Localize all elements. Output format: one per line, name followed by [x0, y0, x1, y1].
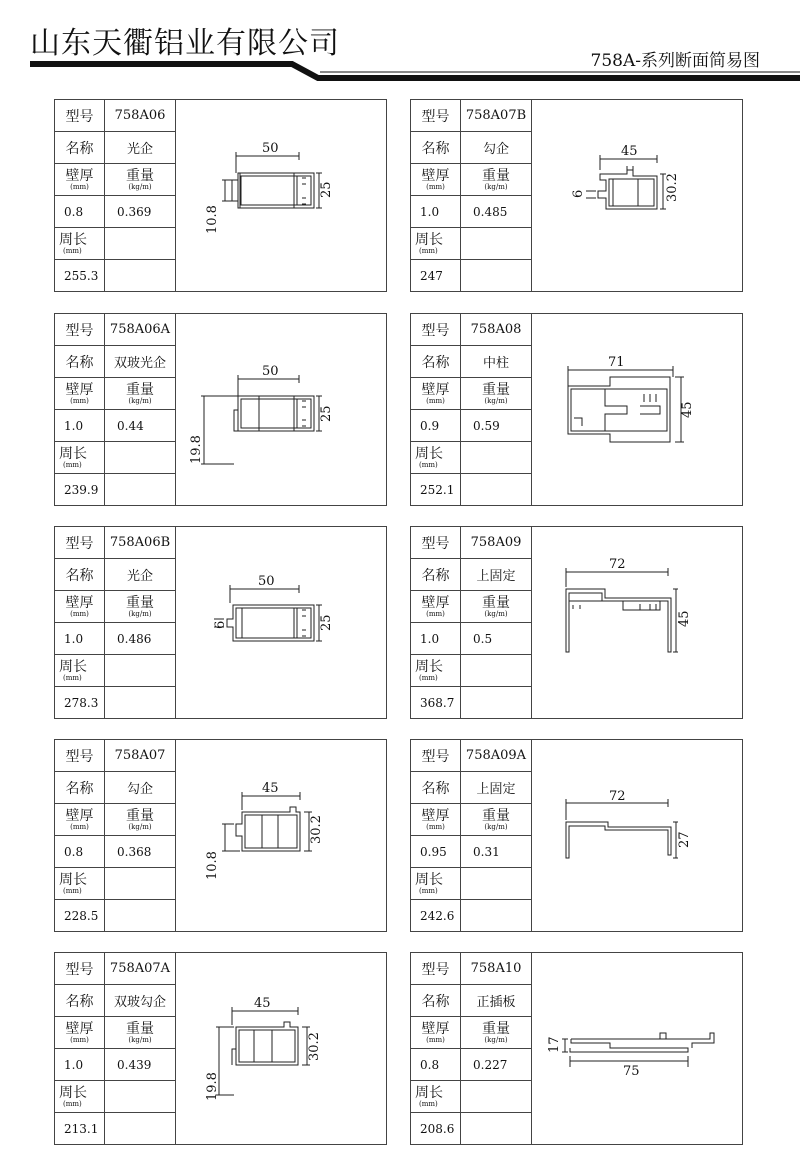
weight-label: 重量: [126, 381, 154, 398]
perimeter-value: 368.7: [411, 687, 461, 719]
weight-value: 0.485: [461, 196, 532, 228]
profile-card: [54, 739, 387, 932]
wall-label: 壁厚: [421, 1020, 450, 1037]
name-value: 双玻勾企: [105, 985, 176, 1017]
wall-unit: (mm): [426, 182, 445, 191]
name-value: 正插板: [461, 985, 532, 1017]
dimension-label: 10.8: [205, 205, 220, 234]
name-value: 勾企: [461, 132, 532, 164]
weight-label: 重量: [126, 167, 154, 184]
name-label: 名称: [55, 772, 105, 804]
dimension-label: 25: [319, 181, 334, 198]
weight-unit: (kg/m): [484, 609, 508, 618]
weight-value: 0.227: [461, 1049, 532, 1081]
dimension-label: 45: [262, 781, 279, 796]
name-value: 上固定: [461, 559, 532, 591]
weight-unit: (kg/m): [128, 182, 152, 191]
profile-card: [54, 99, 387, 292]
wall-value: 1.0: [411, 196, 461, 228]
dimension-label: 45: [254, 996, 271, 1011]
wall-label: 壁厚: [421, 594, 450, 611]
model-label: 型号: [55, 100, 105, 132]
wall-unit: (mm): [70, 396, 89, 405]
model-value: 758A07B: [461, 100, 532, 132]
name-label: 名称: [411, 772, 461, 804]
name-value: 上固定: [461, 772, 532, 804]
profile-card: [54, 952, 387, 1145]
profile-card: [410, 526, 743, 719]
model-value: 758A06B: [105, 527, 176, 559]
dimension-label: 19.8: [189, 435, 204, 464]
dimension-label: 30.2: [665, 173, 680, 202]
perimeter-unit: (mm): [419, 246, 438, 255]
weight-unit: (kg/m): [128, 396, 152, 405]
wall-value: 1.0: [411, 623, 461, 655]
perimeter-label: 周长: [59, 871, 87, 888]
section-drawing: [510, 740, 743, 931]
weight-unit: (kg/m): [128, 1035, 152, 1044]
model-label: 型号: [411, 100, 461, 132]
perimeter-label: 周长: [59, 231, 87, 248]
weight-label: 重量: [126, 807, 154, 824]
wall-label: 壁厚: [65, 167, 94, 184]
perimeter-label: 周长: [59, 658, 87, 675]
wall-value: 0.8: [55, 196, 105, 228]
profile-card: [410, 739, 743, 932]
perimeter-value: 208.6: [411, 1113, 461, 1145]
section-drawing: [510, 953, 743, 1144]
wall-label: 壁厚: [421, 807, 450, 824]
weight-label: 重量: [126, 594, 154, 611]
name-label: 名称: [411, 346, 461, 378]
dimension-label: 10.8: [205, 851, 220, 880]
wall-value: 1.0: [55, 1049, 105, 1081]
dimension-label: 45: [621, 144, 638, 159]
weight-unit: (kg/m): [484, 1035, 508, 1044]
perimeter-value: 252.1: [411, 474, 461, 506]
weight-value: 0.369: [105, 196, 176, 228]
section-drawing: [510, 314, 743, 505]
section-drawing: [154, 314, 387, 505]
model-value: 758A07A: [105, 953, 176, 985]
dimension-label: 17: [547, 1036, 562, 1053]
model-label: 型号: [411, 953, 461, 985]
model-label: 型号: [55, 953, 105, 985]
profile-card: [410, 99, 743, 292]
wall-unit: (mm): [426, 1035, 445, 1044]
name-label: 名称: [55, 985, 105, 1017]
perimeter-unit: (mm): [419, 1099, 438, 1108]
perimeter-label: 周长: [59, 445, 87, 462]
section-drawing: [154, 740, 387, 931]
dimension-label: 75: [623, 1064, 640, 1079]
model-value: 758A07: [105, 740, 176, 772]
model-label: 型号: [55, 740, 105, 772]
wall-value: 0.9: [411, 410, 461, 442]
model-value: 758A09: [461, 527, 532, 559]
weight-value: 0.368: [105, 836, 176, 868]
perimeter-value: 255.3: [55, 260, 105, 292]
wall-label: 壁厚: [421, 167, 450, 184]
model-value: 758A06A: [105, 314, 176, 346]
model-value: 758A09A: [461, 740, 532, 772]
wall-label: 壁厚: [65, 381, 94, 398]
wall-value: 0.8: [411, 1049, 461, 1081]
name-value: 光企: [105, 559, 176, 591]
perimeter-unit: (mm): [63, 1099, 82, 1108]
name-label: 名称: [55, 346, 105, 378]
section-drawing: [510, 527, 743, 718]
dimension-label: 25: [319, 614, 334, 631]
dimension-label: 30.2: [309, 815, 324, 844]
profile-card: [54, 526, 387, 719]
profile-card: [410, 952, 743, 1145]
company-title: 山东天衢铝业有限公司: [30, 26, 340, 61]
section-drawing: [154, 100, 387, 291]
weight-unit: (kg/m): [484, 822, 508, 831]
wall-unit: (mm): [70, 822, 89, 831]
wall-label: 壁厚: [65, 594, 94, 611]
dimension-label: 27: [677, 831, 692, 848]
dimension-label: 30.2: [307, 1032, 322, 1061]
perimeter-label: 周长: [415, 231, 443, 248]
weight-value: 0.44: [105, 410, 176, 442]
name-value: 双玻光企: [105, 346, 176, 378]
weight-label: 重量: [482, 381, 510, 398]
wall-value: 0.8: [55, 836, 105, 868]
profile-card: [54, 313, 387, 506]
wall-label: 壁厚: [65, 1020, 94, 1037]
model-label: 型号: [55, 314, 105, 346]
perimeter-label: 周长: [415, 1084, 443, 1101]
perimeter-label: 周长: [415, 658, 443, 675]
wall-unit: (mm): [70, 182, 89, 191]
name-label: 名称: [411, 132, 461, 164]
wall-value: 0.95: [411, 836, 461, 868]
perimeter-unit: (mm): [419, 673, 438, 682]
dimension-label: 72: [609, 789, 626, 804]
perimeter-label: 周长: [59, 1084, 87, 1101]
wall-label: 壁厚: [421, 381, 450, 398]
perimeter-value: 239.9: [55, 474, 105, 506]
dimension-label: 25: [319, 405, 334, 422]
name-label: 名称: [55, 132, 105, 164]
dimension-label: 72: [609, 557, 626, 572]
weight-label: 重量: [126, 1020, 154, 1037]
weight-label: 重量: [482, 807, 510, 824]
dimension-label: 50: [262, 141, 279, 156]
model-value: 758A10: [461, 953, 532, 985]
name-value: 勾企: [105, 772, 176, 804]
dimension-label: 19.8: [205, 1072, 220, 1101]
wall-unit: (mm): [426, 822, 445, 831]
name-value: 光企: [105, 132, 176, 164]
sheet-subtitle: 758A-系列断面简易图: [590, 51, 760, 71]
dimension-label: 6: [213, 620, 228, 629]
wall-unit: (mm): [426, 396, 445, 405]
weight-label: 重量: [482, 1020, 510, 1037]
section-drawing: [154, 953, 387, 1144]
perimeter-unit: (mm): [63, 886, 82, 895]
section-drawing: [154, 527, 387, 718]
weight-label: 重量: [482, 167, 510, 184]
weight-value: 0.5: [461, 623, 532, 655]
dimension-label: 50: [258, 574, 275, 589]
model-value: 758A06: [105, 100, 176, 132]
perimeter-unit: (mm): [419, 886, 438, 895]
model-value: 758A08: [461, 314, 532, 346]
perimeter-value: 213.1: [55, 1113, 105, 1145]
weight-unit: (kg/m): [484, 182, 508, 191]
perimeter-value: 242.6: [411, 900, 461, 932]
dimension-label: 45: [677, 610, 692, 627]
wall-value: 1.0: [55, 623, 105, 655]
dimension-label: 45: [680, 401, 695, 418]
weight-value: 0.59: [461, 410, 532, 442]
wall-label: 壁厚: [65, 807, 94, 824]
dimension-label: 50: [262, 364, 279, 379]
name-label: 名称: [411, 985, 461, 1017]
weight-unit: (kg/m): [128, 822, 152, 831]
perimeter-label: 周长: [415, 445, 443, 462]
name-label: 名称: [55, 559, 105, 591]
perimeter-label: 周长: [415, 871, 443, 888]
perimeter-unit: (mm): [63, 246, 82, 255]
perimeter-unit: (mm): [63, 460, 82, 469]
dimension-label: 6: [571, 189, 586, 198]
weight-value: 0.439: [105, 1049, 176, 1081]
weight-value: 0.31: [461, 836, 532, 868]
perimeter-value: 247: [411, 260, 461, 292]
wall-unit: (mm): [70, 609, 89, 618]
weight-unit: (kg/m): [484, 396, 508, 405]
perimeter-value: 228.5: [55, 900, 105, 932]
model-label: 型号: [55, 527, 105, 559]
perimeter-value: 278.3: [55, 687, 105, 719]
model-label: 型号: [411, 314, 461, 346]
name-value: 中柱: [461, 346, 532, 378]
section-drawing: [510, 100, 743, 291]
weight-unit: (kg/m): [128, 609, 152, 618]
wall-unit: (mm): [70, 1035, 89, 1044]
weight-value: 0.486: [105, 623, 176, 655]
header-rule: [0, 0, 800, 90]
perimeter-unit: (mm): [63, 673, 82, 682]
wall-value: 1.0: [55, 410, 105, 442]
dimension-label: 71: [608, 355, 625, 370]
wall-unit: (mm): [426, 609, 445, 618]
weight-label: 重量: [482, 594, 510, 611]
model-label: 型号: [411, 740, 461, 772]
model-label: 型号: [411, 527, 461, 559]
name-label: 名称: [411, 559, 461, 591]
profile-card: [410, 313, 743, 506]
perimeter-unit: (mm): [419, 460, 438, 469]
